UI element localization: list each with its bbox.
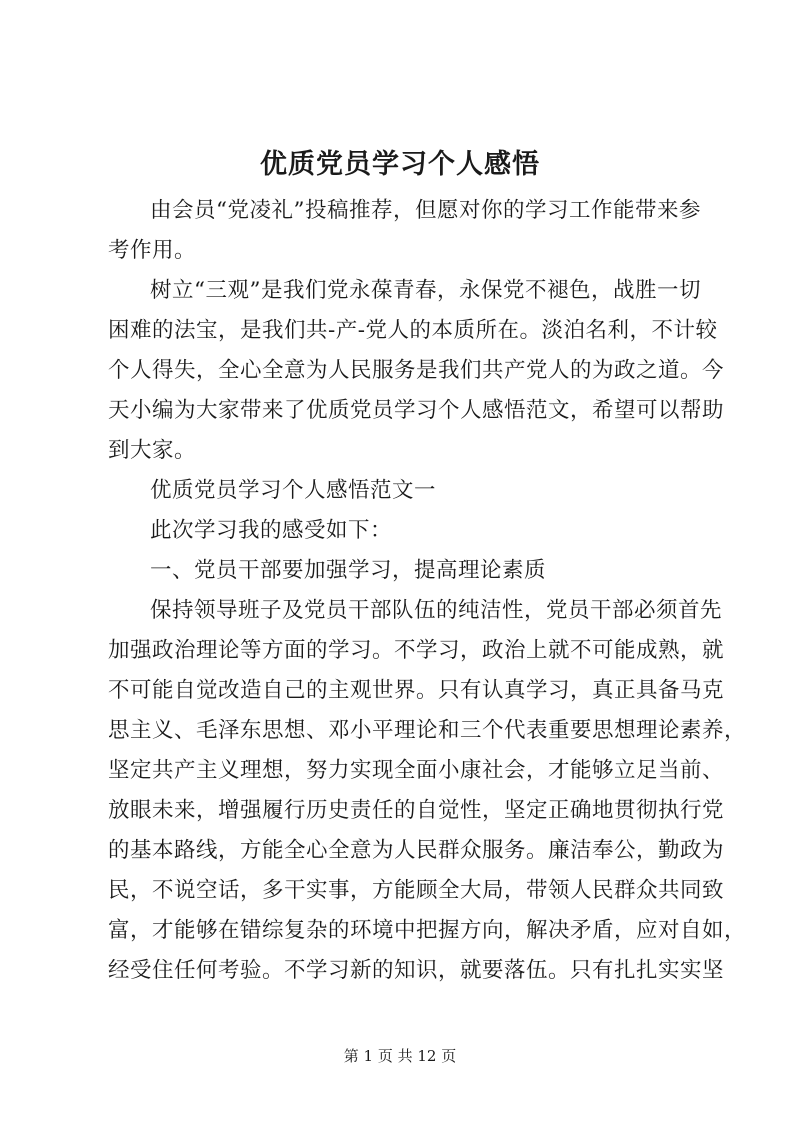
paragraph-line: 到大家。: [108, 438, 197, 463]
paragraph-line: 考作用。: [108, 238, 197, 263]
paragraph-line: 民，不说空话，多干实事，方能顾全大局，带领人民群众共同致: [108, 878, 725, 903]
paragraph-line: 保持领导班子及党员干部队伍的纯洁性，党员干部必须首先: [150, 598, 723, 623]
section-heading: 优质党员学习个人感悟范文一: [150, 478, 437, 503]
paragraph-line: 放眼未来，增强履行历史责任的自觉性，坚定正确地贯彻执行党: [108, 798, 725, 823]
paragraph-line: 此次学习我的感受如下：: [150, 518, 393, 543]
paragraph-line: 的基本路线，方能全心全意为人民群众服务。廉洁奉公，勤政为: [108, 838, 725, 863]
paragraph-line: 富，才能够在错综复杂的环境中把握方向，解决矛盾，应对自如，: [108, 918, 747, 943]
paragraph-line: 由会员“党凌礼”投稿推荐，但愿对你的学习工作能带来参: [150, 198, 701, 223]
paragraph-line: 个人得失，全心全意为人民服务是我们共产党人的为政之道。今: [108, 358, 725, 383]
paragraph-line: 不可能自觉改造自己的主观世界。只有认真学习，真正具备马克: [108, 678, 725, 703]
paragraph-line: 树立“三观”是我们党永葆青春，永保党不褪色，战胜一切: [150, 278, 701, 303]
paragraph-line: 思主义、毛泽东思想、邓小平理论和三个代表重要思想理论素养，: [108, 718, 747, 743]
paragraph-line: 坚定共产主义理想，努力实现全面小康社会，才能够立足当前、: [108, 758, 725, 783]
paragraph-line: 天小编为大家带来了优质党员学习个人感悟范文，希望可以帮助: [108, 398, 725, 423]
paragraph-line: 经受住任何考验。不学习新的知识，就要落伍。只有扎扎实实坚: [108, 958, 725, 983]
document-title: 优质党员学习个人感悟: [260, 149, 540, 180]
paragraph-line: 困难的法宝，是我们共-产-党人的本质所在。淡泊名利，不计较: [108, 318, 718, 343]
page-number-footer: 第 1 页 共 12 页: [343, 1047, 457, 1065]
subsection-heading: 一、党员干部要加强学习，提高理论素质: [150, 558, 547, 583]
paragraph-line: 加强政治理论等方面的学习。不学习，政治上就不可能成熟，就: [108, 638, 725, 663]
